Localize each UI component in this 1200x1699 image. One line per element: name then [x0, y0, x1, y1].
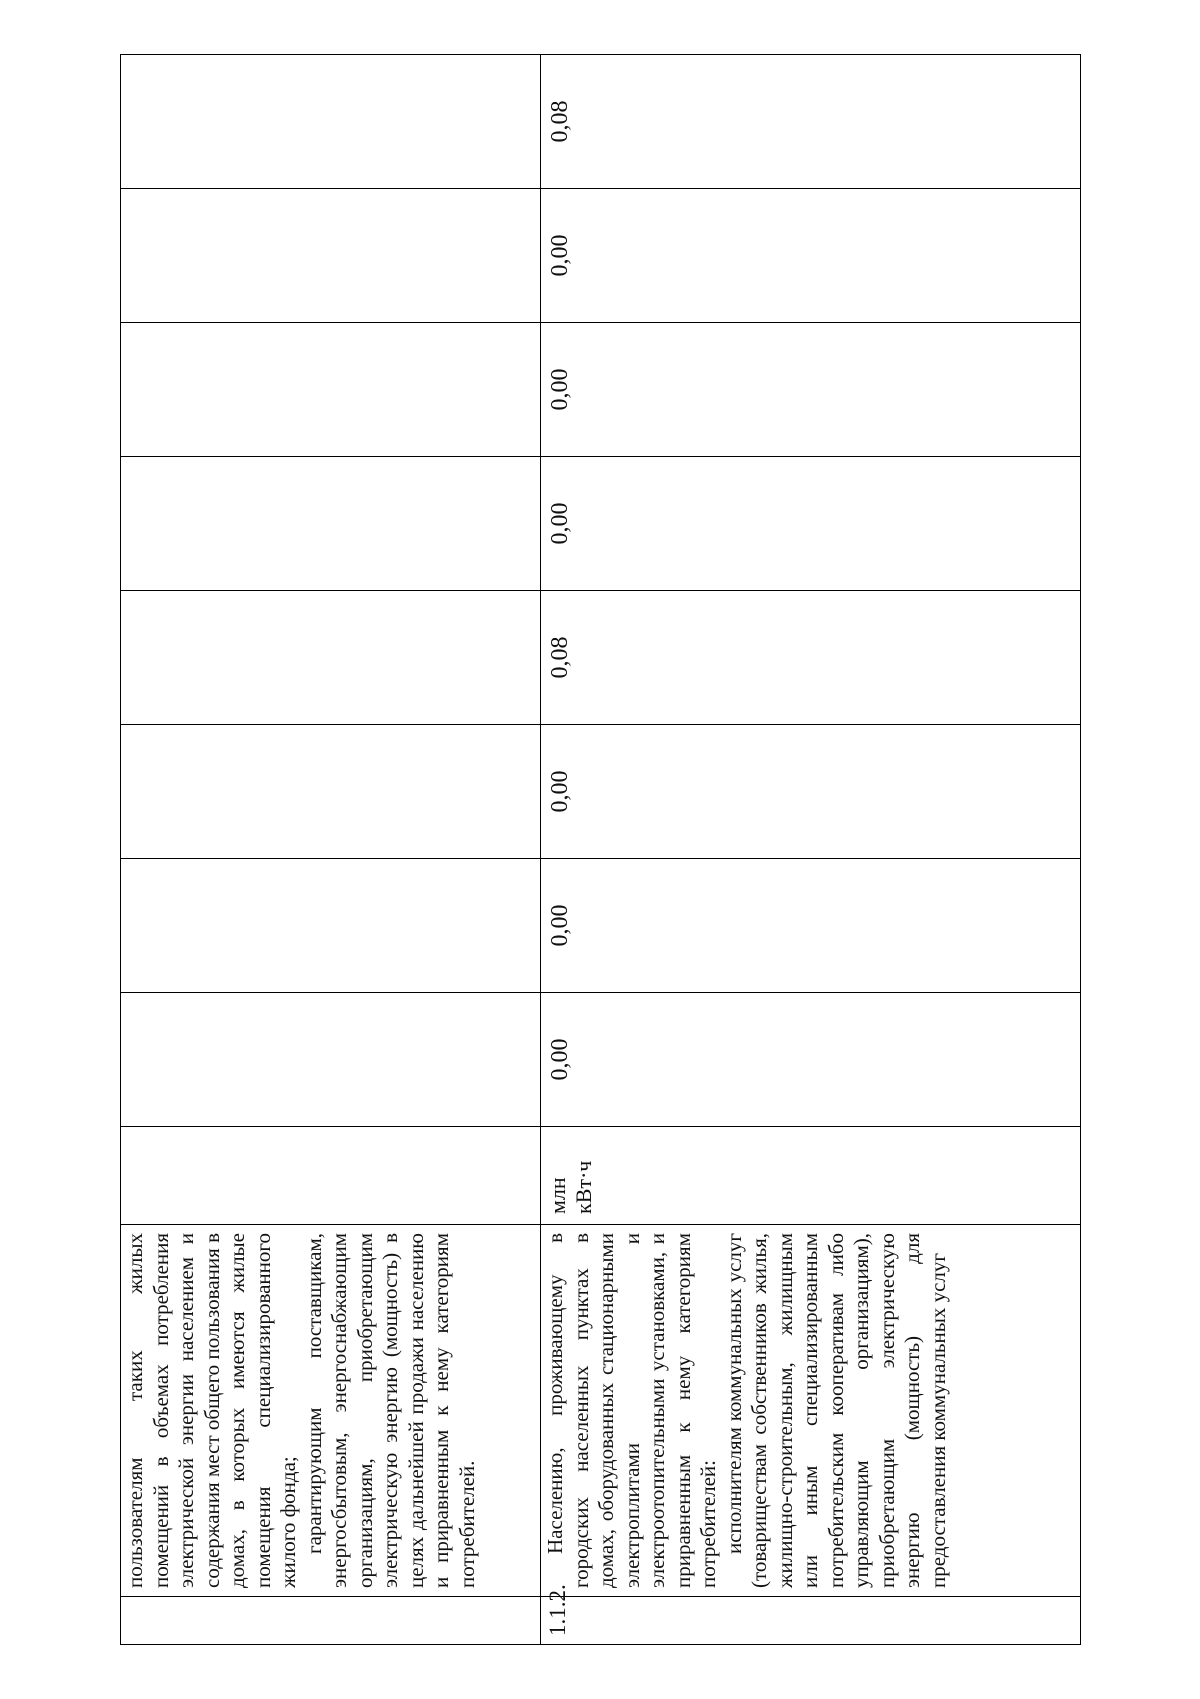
unit-cell: млн кВт·ч [541, 1127, 1081, 1225]
value-cell [121, 457, 541, 591]
value-cell: 0,00 [541, 457, 1081, 591]
tariff-table [120, 54, 1081, 1645]
table-row [541, 55, 1081, 1645]
value-cell: 0,00 [541, 189, 1081, 323]
value-cell: 0,08 [541, 55, 1081, 189]
desc-paragraph: Населению, проживающему в городских населенных пунктах в домах, оборудованных стационарными электроплитами и электроотопительными установками, и приравненным к нему категориям потребителей: [543, 1233, 720, 1588]
value-cell [121, 189, 541, 323]
value-cell: 0,08 [541, 591, 1081, 725]
value-cell: 0,00 [541, 323, 1081, 457]
rotated-page [120, 55, 1080, 1645]
unit-cell [121, 1127, 541, 1225]
value-cell [121, 993, 541, 1127]
value-cell [121, 859, 541, 993]
row-number: 1.1.2. [541, 1597, 1081, 1645]
desc-paragraph: гарантирующим поставщикам, энергосбытовым, энергоснабжающим организациям, приобретающим электрическую энергию (мощность) в целях дальнейшей продажи населению и приравненным к нему категориям потребителей. [301, 1233, 479, 1588]
value-cell [121, 725, 541, 859]
value-cell [121, 591, 541, 725]
row-description [121, 1225, 541, 1597]
value-cell: 0,00 [541, 859, 1081, 993]
value-cell: 0,00 [541, 993, 1081, 1127]
value-cell [121, 55, 541, 189]
desc-paragraph: исполнителям коммунальных услуг (товариществам собственников жилья, жилищно-строительным, жилищным или иным специализированным потребительским кооперативам либо управляющим организациям), приобретающим электрическую энергию (мощность) для предоставления коммунальных услуг [721, 1233, 950, 1588]
desc-paragraph: пользователям таких жилых помещений в объемах потребления электрической энергии населением и содержания мест общего пользования в домах, в которых имеются жилые помещения специализированного жилого фонда; [123, 1233, 300, 1588]
row-description [541, 1225, 1081, 1597]
value-cell [121, 323, 541, 457]
value-cell: 0,00 [541, 725, 1081, 859]
table-row [121, 55, 541, 1645]
row-number [121, 1597, 541, 1645]
